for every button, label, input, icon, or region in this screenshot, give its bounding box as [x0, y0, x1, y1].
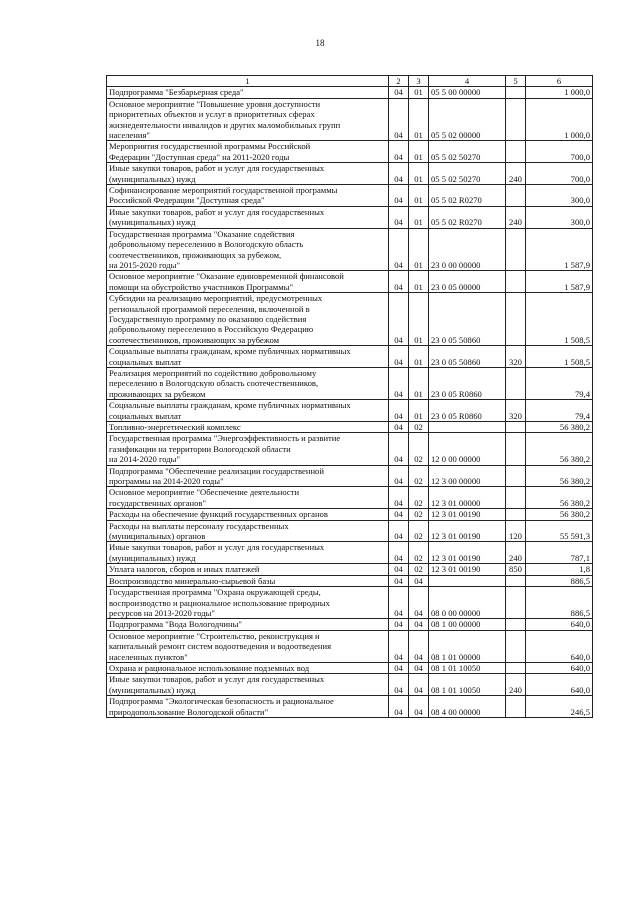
expense-type-cell	[506, 271, 526, 293]
expense-type-cell	[506, 87, 526, 98]
amount-cell: 700,0	[526, 163, 593, 185]
section-code-cell: 04	[389, 662, 409, 673]
table-row	[107, 487, 593, 509]
row-name-line: соотечественников, проживающих за рубежом,	[109, 249, 282, 260]
table-row	[107, 141, 593, 163]
amount-cell: 886,5	[526, 575, 593, 586]
expense-type-cell	[506, 662, 526, 673]
row-name-line: Государственную программу по оказанию содействия	[109, 313, 307, 324]
expense-type-cell	[506, 98, 526, 141]
section-code-cell: 04	[389, 542, 409, 564]
amount-cell: 700,0	[526, 141, 593, 163]
target-article-cell: 08 1 00 00000	[429, 619, 506, 630]
target-article-cell: 08 0 00 00000	[429, 587, 506, 619]
subsection-code-cell: 01	[409, 271, 429, 293]
row-name-line: воспроизводство и рациональное использование природных	[109, 597, 330, 608]
expense-type-cell	[506, 630, 526, 662]
table-row	[107, 662, 593, 673]
section-code-cell: 04	[389, 87, 409, 98]
table-row	[107, 630, 593, 662]
row-name-line: Иные закупки товаров, работ и услуг для государственных	[109, 542, 325, 553]
amount-cell: 1 508,5	[526, 293, 593, 346]
target-article-cell: 12 3 00 00000	[429, 465, 506, 487]
amount-cell: 56 380,2	[526, 422, 593, 433]
section-code-cell: 04	[389, 487, 409, 509]
amount-cell: 79,4	[526, 367, 593, 399]
section-code-cell: 04	[389, 564, 409, 575]
row-name-line: Расходы на обеспечение функций государственных органов	[109, 509, 328, 520]
table-body	[107, 87, 593, 718]
target-article-cell: 12 3 01 00190	[429, 542, 506, 564]
amount-cell: 640,0	[526, 619, 593, 630]
target-article-cell: 08 4 00 00000	[429, 696, 506, 718]
target-article-cell: 12 0 00 00000	[429, 433, 506, 465]
section-code-cell: 04	[389, 587, 409, 619]
row-name-cell	[107, 564, 389, 575]
amount-cell: 56 380,2	[526, 487, 593, 509]
row-name-line: на 2015-2020 годы"	[109, 259, 180, 270]
row-name-line: природопользование Вологодской области"	[109, 706, 269, 717]
expense-type-cell	[506, 587, 526, 619]
row-name-line: социальных выплат	[109, 410, 182, 421]
table-row	[107, 98, 593, 141]
amount-cell: 55 591,3	[526, 520, 593, 542]
row-name-line: капитальный ремонт систем водоотведения и водоотведения	[109, 641, 332, 652]
row-name-line: Топливно-энергетический комплекс	[109, 422, 241, 432]
expense-type-cell	[506, 422, 526, 433]
target-article-cell: 12 3 01 00000	[429, 487, 506, 509]
expense-type-cell	[506, 228, 526, 271]
amount-cell: 640,0	[526, 674, 593, 696]
subsection-code-cell: 02	[409, 487, 429, 509]
row-name-cell	[107, 422, 389, 433]
section-code-cell: 04	[389, 696, 409, 718]
target-article-cell	[429, 422, 506, 433]
row-name-cell	[107, 587, 389, 619]
subsection-code-cell: 01	[409, 98, 429, 141]
row-name-cell	[107, 185, 389, 207]
table-row	[107, 465, 593, 487]
column-header: 1	[107, 76, 389, 87]
row-name-line: переселению в Вологодскую область соотечественников,	[109, 378, 319, 389]
row-name-line: Уплата налогов, сборов и иных платежей	[109, 564, 260, 575]
section-code-cell: 04	[389, 575, 409, 586]
subsection-code-cell: 04	[409, 575, 429, 586]
table-header-row	[107, 76, 593, 87]
row-name-cell	[107, 271, 389, 293]
amount-cell: 1 587,9	[526, 271, 593, 293]
row-name-line: ресурсов на 2013-2020 годы"	[109, 607, 215, 618]
table-row	[107, 696, 593, 718]
section-code-cell: 04	[389, 98, 409, 141]
row-name-line: (муниципальных) нужд	[109, 552, 196, 563]
row-name-line: Государственная программа "Оказание содействия	[109, 228, 295, 239]
section-code-cell: 04	[389, 422, 409, 433]
subsection-code-cell: 01	[409, 367, 429, 399]
row-name-line: Мероприятия государственной программы Российской	[109, 141, 311, 152]
row-name-cell	[107, 696, 389, 718]
subsection-code-cell: 02	[409, 465, 429, 487]
row-name-cell	[107, 465, 389, 487]
row-name-cell	[107, 630, 389, 662]
amount-cell: 300,0	[526, 206, 593, 228]
row-name-line: на 2014-2020 годы"	[109, 454, 180, 465]
row-name-line: Иные закупки товаров, работ и услуг для государственных	[109, 163, 325, 174]
expense-type-cell	[506, 575, 526, 586]
target-article-cell: 05 5 02 50270	[429, 163, 506, 185]
table-row	[107, 293, 593, 346]
page-number: 18	[315, 38, 325, 48]
expense-type-cell	[506, 185, 526, 207]
row-name-line: добровольному переселению в Вологодскую область	[109, 239, 304, 250]
amount-cell: 640,0	[526, 630, 593, 662]
row-name-cell	[107, 509, 389, 520]
amount-cell: 1 000,0	[526, 98, 593, 141]
section-code-cell: 04	[389, 465, 409, 487]
row-name-line: Реализация мероприятий по содействию добровольному	[109, 367, 317, 378]
row-name-line: Охрана и рациональное использование подземных вод	[109, 662, 310, 673]
expense-type-cell	[506, 367, 526, 399]
row-name-line: Иные закупки товаров, работ и услуг для государственных	[109, 206, 325, 217]
subsection-code-cell: 04	[409, 696, 429, 718]
row-name-line: Расходы на выплаты персоналу государственных	[109, 520, 289, 531]
section-code-cell: 04	[389, 674, 409, 696]
target-article-cell: 23 0 05 00000	[429, 271, 506, 293]
row-name-line: Основное мероприятие "Повышение уровня доступности	[109, 98, 321, 109]
row-name-line: Подпрограмма "Обеспечение реализации государственной	[109, 465, 324, 476]
amount-cell: 1 508,5	[526, 346, 593, 368]
amount-cell: 56 380,2	[526, 509, 593, 520]
row-name-line: (муниципальных) нужд	[109, 684, 196, 695]
table-row	[107, 346, 593, 368]
table-row	[107, 206, 593, 228]
row-name-line: Социальные выплаты гражданам, кроме публичных нормативных	[109, 400, 351, 411]
amount-cell: 79,4	[526, 400, 593, 422]
row-name-line: Государственная программа "Энергоэффективность и развитие	[109, 433, 341, 444]
section-code-cell: 04	[389, 228, 409, 271]
row-name-line: (муниципальных) органов	[109, 531, 206, 542]
section-code-cell: 04	[389, 630, 409, 662]
table-row	[107, 575, 593, 586]
expense-type-cell: 320	[506, 400, 526, 422]
target-article-cell: 23 0 00 00000	[429, 228, 506, 271]
expense-type-cell	[506, 509, 526, 520]
expense-type-cell: 320	[506, 346, 526, 368]
row-name-line: добровольному переселению в Российскую Федерацию	[109, 324, 314, 335]
section-code-cell: 04	[389, 271, 409, 293]
row-name-line: Подпрограмма "Безбарьерная среда"	[109, 87, 244, 98]
row-name-cell	[107, 674, 389, 696]
target-article-cell: 08 1 01 10050	[429, 674, 506, 696]
table-row	[107, 587, 593, 619]
table-row	[107, 367, 593, 399]
target-article-cell: 05 5 02 50270	[429, 141, 506, 163]
row-name-cell	[107, 662, 389, 673]
subsection-code-cell: 02	[409, 542, 429, 564]
row-name-line: Государственная программа "Охрана окружающей среды,	[109, 587, 321, 598]
amount-cell: 56 380,2	[526, 465, 593, 487]
row-name-line: программы на 2014-2020 годы"	[109, 476, 224, 487]
subsection-code-cell: 01	[409, 163, 429, 185]
row-name-line: соотечественников, проживающих за рубежом	[109, 334, 280, 345]
row-name-line: жизнедеятельности инвалидов и других маломобильных групп	[109, 119, 341, 130]
row-name-line: населения"	[109, 130, 150, 141]
amount-cell: 246,5	[526, 696, 593, 718]
table-row	[107, 433, 593, 465]
target-article-cell: 12 3 01 00190	[429, 520, 506, 542]
row-name-cell	[107, 206, 389, 228]
row-name-line: Софинансирование мероприятий государственной программы	[109, 185, 338, 196]
subsection-code-cell: 04	[409, 662, 429, 673]
table-row	[107, 228, 593, 271]
row-name-cell	[107, 619, 389, 630]
row-name-line: Российской Федерации "Доступная среда"	[109, 195, 265, 206]
table-row	[107, 163, 593, 185]
expense-type-cell: 240	[506, 542, 526, 564]
row-name-cell	[107, 542, 389, 564]
amount-cell: 640,0	[526, 662, 593, 673]
row-name-cell	[107, 163, 389, 185]
subsection-code-cell: 01	[409, 87, 429, 98]
column-header: 4	[429, 76, 506, 87]
row-name-line: Подпрограмма "Экологическая безопасность и рациональное	[109, 696, 334, 707]
section-code-cell: 04	[389, 163, 409, 185]
row-name-line: государственных органов"	[109, 497, 206, 508]
row-name-line: Федерации "Доступная среда" на 2011-2020 годы	[109, 151, 290, 162]
table-row	[107, 542, 593, 564]
section-code-cell: 04	[389, 346, 409, 368]
target-article-cell: 05 5 00 00000	[429, 87, 506, 98]
row-name-line: Подпрограмма "Вода Вологодчины"	[109, 619, 242, 630]
target-article-cell: 05 5 02 R0270	[429, 206, 506, 228]
section-code-cell: 04	[389, 185, 409, 207]
column-header: 5	[506, 76, 526, 87]
subsection-code-cell: 04	[409, 619, 429, 630]
subsection-code-cell: 01	[409, 206, 429, 228]
row-name-cell	[107, 575, 389, 586]
target-article-cell: 05 5 02 R0270	[429, 185, 506, 207]
subsection-code-cell: 02	[409, 509, 429, 520]
section-code-cell: 04	[389, 141, 409, 163]
expense-type-cell: 120	[506, 520, 526, 542]
section-code-cell: 04	[389, 520, 409, 542]
row-name-line: Воспроизводство минерально-сырьевой базы	[109, 575, 276, 586]
target-article-cell: 08 1 01 00000	[429, 630, 506, 662]
table-row	[107, 564, 593, 575]
expense-type-cell	[506, 619, 526, 630]
subsection-code-cell: 01	[409, 228, 429, 271]
table-row	[107, 185, 593, 207]
table-row	[107, 674, 593, 696]
target-article-cell: 23 0 05 R0860	[429, 400, 506, 422]
expense-type-cell	[506, 487, 526, 509]
row-name-cell	[107, 520, 389, 542]
subsection-code-cell: 02	[409, 422, 429, 433]
row-name-cell	[107, 400, 389, 422]
section-code-cell: 04	[389, 400, 409, 422]
row-name-cell	[107, 487, 389, 509]
expense-type-cell: 240	[506, 674, 526, 696]
table-row	[107, 87, 593, 98]
row-name-line: проживающих за рубежом	[109, 388, 206, 399]
table-row	[107, 509, 593, 520]
row-name-cell	[107, 367, 389, 399]
amount-cell: 787,1	[526, 542, 593, 564]
amount-cell: 300,0	[526, 185, 593, 207]
target-article-cell: 05 5 02 00000	[429, 98, 506, 141]
table-row	[107, 400, 593, 422]
row-name-line: Иные закупки товаров, работ и услуг для государственных	[109, 674, 325, 685]
section-code-cell: 04	[389, 509, 409, 520]
expense-type-cell: 240	[506, 163, 526, 185]
target-article-cell: 12 3 01 00190	[429, 509, 506, 520]
section-code-cell: 04	[389, 433, 409, 465]
section-code-cell: 04	[389, 206, 409, 228]
table-row	[107, 520, 593, 542]
row-name-cell	[107, 98, 389, 141]
row-name-line: Основное мероприятие "Строительство, реконструкция и	[109, 630, 320, 641]
target-article-cell: 08 1 01 10050	[429, 662, 506, 673]
table-row	[107, 619, 593, 630]
subsection-code-cell: 04	[409, 674, 429, 696]
row-name-line: Основное мероприятие "Обеспечение деятельности	[109, 487, 300, 498]
subsection-code-cell: 02	[409, 520, 429, 542]
amount-cell: 56 380,2	[526, 433, 593, 465]
row-name-line: социальных выплат	[109, 356, 182, 367]
table-row	[107, 271, 593, 293]
subsection-code-cell: 01	[409, 141, 429, 163]
expense-type-cell: 240	[506, 206, 526, 228]
row-name-cell	[107, 293, 389, 346]
row-name-line: помощи на обустройство участников Программы"	[109, 281, 293, 292]
amount-cell: 1 000,0	[526, 87, 593, 98]
target-article-cell	[429, 575, 506, 586]
section-code-cell: 04	[389, 367, 409, 399]
subsection-code-cell: 01	[409, 346, 429, 368]
expense-type-cell	[506, 293, 526, 346]
amount-cell: 886,5	[526, 587, 593, 619]
table-row	[107, 422, 593, 433]
budget-table	[106, 75, 593, 718]
section-code-cell: 04	[389, 619, 409, 630]
row-name-cell	[107, 346, 389, 368]
row-name-line: Основное мероприятие "Оказание единовременной финансовой	[109, 271, 344, 282]
amount-cell: 1,8	[526, 564, 593, 575]
row-name-cell	[107, 228, 389, 271]
column-header: 2	[389, 76, 409, 87]
subsection-code-cell: 04	[409, 630, 429, 662]
column-header: 6	[526, 76, 593, 87]
row-name-line: населенных пунктов"	[109, 651, 188, 662]
subsection-code-cell: 02	[409, 433, 429, 465]
row-name-cell	[107, 141, 389, 163]
subsection-code-cell: 02	[409, 564, 429, 575]
subsection-code-cell: 04	[409, 587, 429, 619]
target-article-cell: 12 3 01 00190	[429, 564, 506, 575]
row-name-line: газификации на территории Вологодской области	[109, 443, 291, 454]
expense-type-cell	[506, 696, 526, 718]
target-article-cell: 23 0 05 R0860	[429, 367, 506, 399]
expense-type-cell: 850	[506, 564, 526, 575]
row-name-line: (муниципальных) нужд	[109, 173, 196, 184]
expense-type-cell	[506, 141, 526, 163]
row-name-line: приоритетных объектов и услуг в приоритетных сферах	[109, 109, 315, 120]
row-name-line: региональной программой переселения, включенной в	[109, 303, 310, 314]
column-header: 3	[409, 76, 429, 87]
target-article-cell: 23 0 05 50860	[429, 293, 506, 346]
section-code-cell: 04	[389, 293, 409, 346]
row-name-line: Социальные выплаты гражданам, кроме публичных нормативных	[109, 346, 351, 357]
row-name-cell	[107, 433, 389, 465]
subsection-code-cell: 01	[409, 400, 429, 422]
subsection-code-cell: 01	[409, 185, 429, 207]
row-name-line: (муниципальных) нужд	[109, 217, 196, 228]
expense-type-cell	[506, 465, 526, 487]
target-article-cell: 23 0 05 50860	[429, 346, 506, 368]
expense-type-cell	[506, 433, 526, 465]
subsection-code-cell: 01	[409, 293, 429, 346]
row-name-line: Субсидии на реализацию мероприятий, предусмотренных	[109, 293, 323, 304]
row-name-cell	[107, 87, 389, 98]
amount-cell: 1 587,9	[526, 228, 593, 271]
